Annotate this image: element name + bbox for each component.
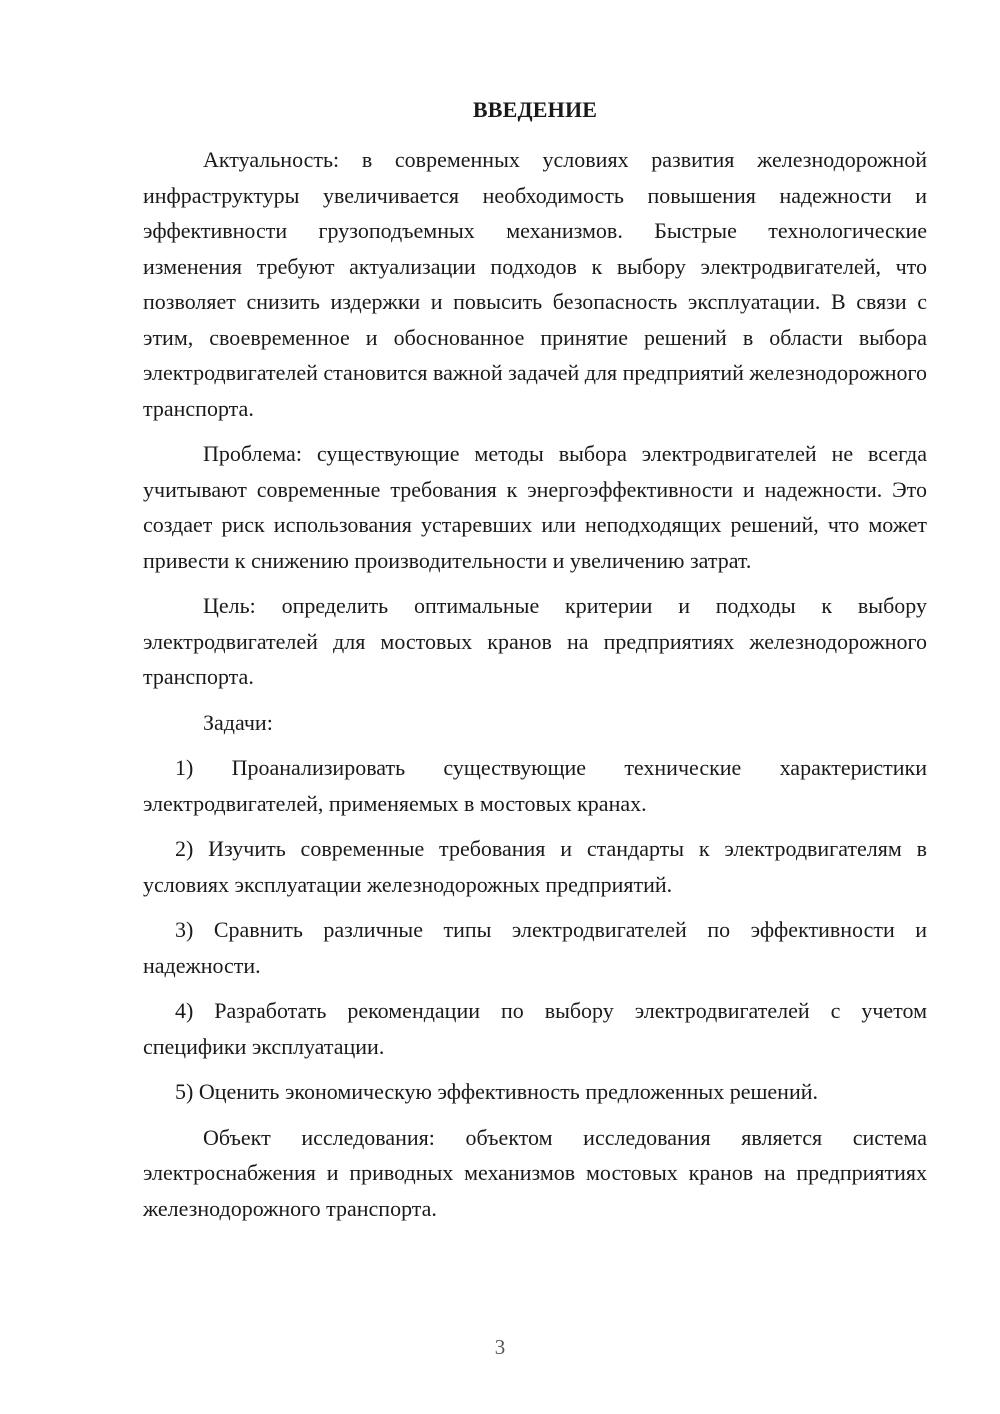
task-item: 2) Изучить современные требования и стандарты к электродвигателям в условиях эксплуатации железнодорожных предприятий. (143, 836, 927, 897)
object-paragraph: Объект исследования: объектом исследования является система электроснабжения и приводных механизмов мостовых кранов на предприятиях железнодорожного транспорта. (143, 1124, 927, 1221)
tasks-heading: Задачи: (203, 709, 273, 735)
task-item: 1) Проанализировать существующие технические характеристики электродвигателей, применяемых в мостовых кранах. (143, 755, 927, 816)
goal-paragraph: Цель: определить оптимальные критерии и подходы к выбору электродвигателей для мостовых кранов на предприятиях железнодорожного транспорта. (143, 593, 927, 689)
relevance-paragraph: Актуальность: в современных условиях развития железнодорожной инфраструктуры увеличивается необходимость повышения надежности и эффективности грузоподъемных механизмов. Быстрые технологические изменения требуют актуализации подходов к выбору электродвигателей, что позволяет снизить издержки и повысить безопасность эксплуатации. В связи с этим, своевременное и обоснованное принятие решений в области выбора электродвигателей становится важной задачей для предприятий железнодорожного транспорта. (143, 147, 927, 421)
problem-paragraph: Проблема: существующие методы выбора электродвигателей не всегда учитывают современные требования к энергоэффективности и надежности. Это создает риск использования устаревших или неподходящих решений, что может привести к снижению производительности и увеличению затрат. (143, 441, 927, 573)
page-number: 3 (494, 1335, 506, 1359)
task-item: 5) Оценить экономическую эффективность предложенных решений. (175, 1079, 818, 1104)
page-content (143, 94, 927, 1236)
section-title: ВВЕДЕНИЕ (472, 97, 598, 122)
task-item: 4) Разработать рекомендации по выбору электродвигателей с учетом специфики эксплуатации. (143, 998, 927, 1059)
task-item: 3) Сравнить различные типы электродвигателей по эффективности и надежности. (143, 917, 927, 978)
